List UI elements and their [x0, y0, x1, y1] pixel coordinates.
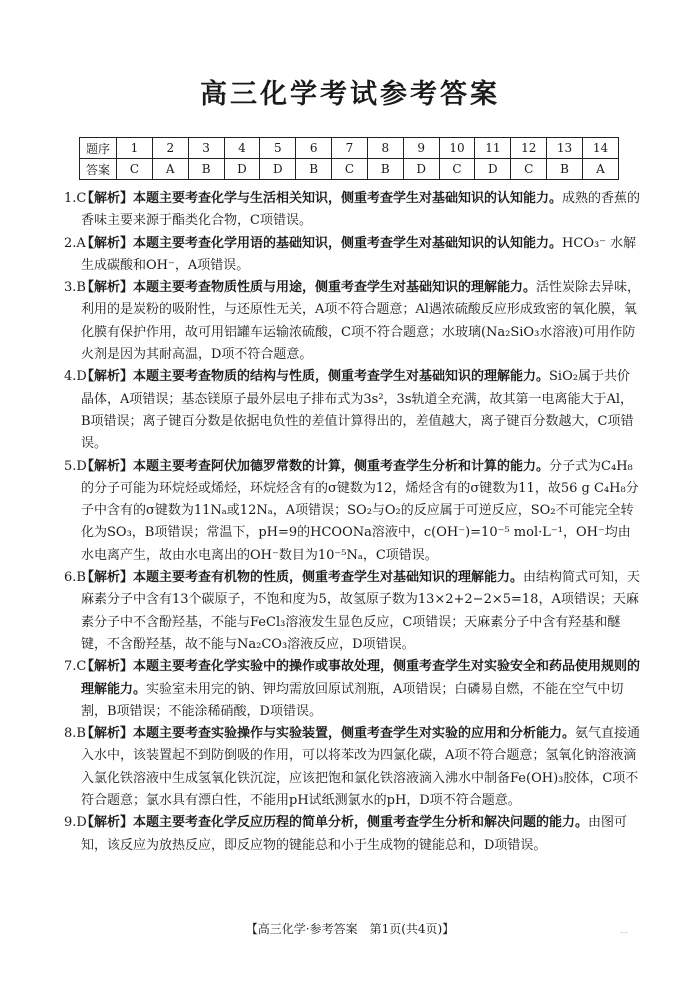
- question-number-cell: 1: [117, 138, 153, 159]
- item-body: 成熟的香蕉的香味主要来源于酯类化合物，C项错误。: [81, 191, 641, 229]
- analysis-tag: 【解析】: [81, 280, 134, 296]
- explanation-item: [64, 456, 642, 567]
- question-number-cell: 12: [511, 138, 547, 159]
- item-number: 5.D: [64, 458, 87, 474]
- analysis-tag: 【解析】: [81, 815, 134, 831]
- answer-cell: C: [332, 159, 368, 180]
- answer-cell: C: [117, 159, 153, 180]
- item-body: 由结构简式可知，天麻素分子中含有13个碳原子，不饱和度为5，故氢原子数为13×2+2−2×5=18，A项错误；天麻素分子中不含酚羟基，不能与FeCl₃溶液发生显色反应，C项错误；天麻素分子中含有羟基和醚键，不含酚羟基，故不能与Na₂CO₃溶液反应，D项错误。: [81, 570, 641, 652]
- question-number-cell: 6: [296, 138, 332, 159]
- answer-cell: A: [152, 159, 188, 180]
- item-body: SiO₂属于共价晶体，A项错误；基态镁原子最外层电子排布式为3s²，3s轨道全充满，故其第一电离能大于Al，B项错误；离子键百分数是依据电负性的差值计算得出的，差值越大，离子键百分数越大，C项错误。: [81, 369, 634, 452]
- answer-table-answer-row: [80, 159, 619, 180]
- answer-cell: D: [403, 159, 439, 180]
- item-number: 4.D: [64, 369, 87, 385]
- item-body: 实验室未用完的钠、钾均需放回原试剂瓶，A项错误；白磷易自燃，不能在空气中切割，B项错误；不能涂稀硝酸，D项错误。: [81, 681, 624, 719]
- question-number-cell: 11: [475, 138, 511, 159]
- question-number-cell: 7: [332, 138, 368, 159]
- answer-cell: D: [224, 159, 260, 180]
- row-label-answer: 答案: [80, 159, 117, 180]
- question-number-cell: 3: [188, 138, 224, 159]
- item-number: 8.B: [64, 726, 86, 742]
- item-focus: 本题主要考查化学用语的基础知识，侧重考查学生对基础知识的认知能力。: [133, 235, 563, 251]
- answer-cell: B: [296, 159, 332, 180]
- analysis-tag: 【解析】: [81, 570, 134, 586]
- answer-cell: C: [439, 159, 475, 180]
- explanation-item: [64, 366, 642, 455]
- answer-table: [79, 137, 619, 180]
- item-focus: 本题主要考查有机物的性质，侧重考查学生对基础知识的理解能力。: [133, 570, 524, 586]
- explanation-item: [64, 567, 642, 656]
- answer-cell: B: [547, 159, 583, 180]
- analysis-tag: 【解析】: [81, 659, 134, 675]
- corner-mark: …: [620, 926, 628, 935]
- explanation-item: [64, 723, 642, 812]
- page-title: 高三化学考试参考答案: [200, 79, 500, 110]
- explanation-item: [64, 277, 642, 366]
- item-number: 7.C: [64, 659, 87, 675]
- page-footer: 【高三化学·参考答案 第1页(共4页)】: [245, 922, 455, 936]
- analysis-tag: 【解析】: [81, 369, 134, 385]
- item-focus: 本题主要考查化学实验中的操作或事故处理，侧重考查学生对实验安全和药品使用规则的理解能力。: [81, 659, 641, 697]
- question-number-cell: 9: [403, 138, 439, 159]
- item-focus: 本题主要考查物质的结构与性质，侧重考查学生对基础知识的理解能力。: [133, 369, 550, 385]
- question-number-cell: 8: [367, 138, 403, 159]
- analysis-tag: 【解析】: [81, 191, 134, 206]
- item-focus: 本题主要考查物质性质与用途，侧重考查学生对基础知识的理解能力。: [133, 280, 537, 296]
- item-body: 由图可知，该反应为放热反应，即反应物的键能总和小于生成物的键能总和，D项错误。: [81, 815, 628, 853]
- question-number-cell: 13: [547, 138, 583, 159]
- explanation-item: [64, 233, 642, 278]
- explanation-item: [64, 812, 642, 857]
- item-body: 氨气直接通入水中，该装置起不到防倒吸的作用，可以将苯改为四氯化碳，A项不符合题意；氢氧化钠溶液滴入氯化铁溶液中生成氢氧化铁沉淀，应该把饱和氯化铁溶液滴入沸水中制备Fe(OH)₃胶体，C项不符合题意；氯水具有漂白性，不能用pH试纸测氯水的pH，D项不符合题意。: [81, 726, 641, 809]
- analysis-tag: 【解析】: [81, 458, 134, 474]
- item-body: 活性炭除去异味，利用的是炭粉的吸附性，与还原性无关，A项不符合题意；Al遇浓硫酸反应形成致密的氧化膜，氧化膜有保护作用，故可用铝罐车运输浓硫酸，C项不符合题意；水玻璃(Na₂SiO₃水溶液)可用作防火剂是因为其耐高温，D项不符合题意。: [81, 280, 641, 363]
- item-body: 分子式为C₄H₈的分子可能为环烷烃或烯烃，环烷烃含有的σ键数为12，烯烃含有的σ键数为11，故56 g C₄H₈分子中含有的σ键数为11Nₐ或12Nₐ，A项错误；SO₂与O₂的反应属于可逆反应，SO₂不可能完全转化为SO₃，B项错误；常温下，pH=9的HCOONa溶液中，c(OH⁻)=10⁻⁵ mol·L⁻¹，OH⁻均由水电离产生，故由水电离出的OH⁻数目为10⁻⁵Nₐ，C项错误。: [81, 458, 639, 563]
- question-number-cell: 10: [439, 138, 475, 159]
- analysis-tag: 【解析】: [81, 235, 134, 251]
- item-focus: 本题主要考查化学反应历程的简单分析，侧重考查学生分析和解决问题的能力。: [133, 815, 589, 831]
- answer-cell: A: [582, 159, 618, 180]
- item-number: 2.A: [64, 235, 86, 251]
- answer-cell: C: [511, 159, 547, 180]
- item-focus: 本题主要考查阿伏加德罗常数的计算，侧重考查学生分析和计算的能力。: [133, 458, 550, 474]
- item-number: 1.C: [64, 191, 87, 206]
- question-number-cell: 5: [260, 138, 296, 159]
- item-focus: 本题主要考查化学与生活相关知识，侧重考查学生对基础知识的认知能力。: [133, 191, 563, 206]
- item-number: 6.B: [64, 570, 86, 586]
- explanation-item: [64, 188, 642, 233]
- explanation-item: [64, 656, 642, 723]
- item-number: 9.D: [64, 815, 87, 831]
- answer-cell: D: [260, 159, 296, 180]
- answer-table-number-row: [80, 138, 619, 159]
- question-number-cell: 14: [582, 138, 618, 159]
- answer-cell: B: [367, 159, 403, 180]
- item-focus: 本题主要考查实验操作与实验装置，侧重考查学生对实验的应用和分析能力。: [133, 726, 576, 742]
- explanation-list: [64, 188, 642, 857]
- question-number-cell: 2: [152, 138, 188, 159]
- item-body: HCO₃⁻ 水解生成碳酸和OH⁻，A项错误。: [81, 235, 637, 273]
- row-label-number: 题序: [80, 138, 117, 159]
- answer-cell: D: [475, 159, 511, 180]
- item-number: 3.B: [64, 280, 86, 296]
- answer-cell: B: [188, 159, 224, 180]
- question-number-cell: 4: [224, 138, 260, 159]
- analysis-tag: 【解析】: [81, 726, 134, 742]
